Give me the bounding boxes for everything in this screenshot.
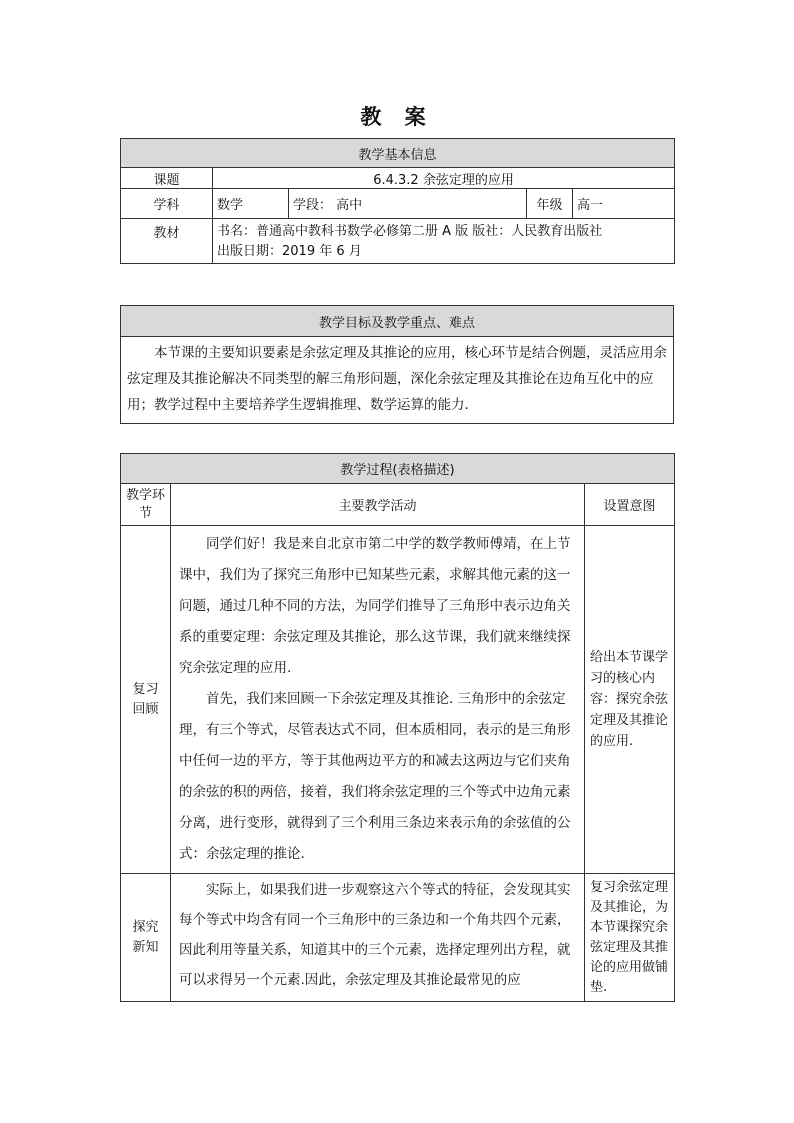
review-paragraph-1: 同学们好！我是来自北京市第二中学的数学教师傅靖，在上节课中，我们为了探究三角形中已知某些元素，求解其他元素的这一问题，通过几种不同的方法，为同学们推导了三角形中表示边角关系的重要定理：余弦定理及其推论，那么这节课，我们就来继续探究余弦定理的应用. (179, 536, 571, 676)
stage-review: 复习回顾 (121, 526, 171, 874)
topic-value: 6.4.3.2 余弦定理的应用 (213, 168, 675, 189)
goals-header: 教学目标及教学重点、难点 (121, 306, 674, 337)
textbook-line2: 出版日期：2019 年 6 月 (217, 243, 362, 259)
process-row-review (121, 526, 675, 874)
col-stage-header: 教学环节 (121, 484, 171, 526)
process-table (120, 453, 675, 1002)
topic-label: 课题 (121, 168, 213, 189)
explore-paragraph-1: 实际上，如果我们进一步观察这六个等式的特征，会发现其实每个等式中均含有同一个三角形中的三条边和一个角共四个元素，因此利用等量关系，知道其中的三个元素，选择定理列出方程，就可以求得另一个元素.因此，余弦定理及其推论最常见的应 (179, 882, 571, 988)
basic-info-table (120, 138, 675, 264)
intent-review: 给出本节课学习的核心内容：探究余弦定理及其推论的应用. (585, 526, 675, 874)
grade-label: 年级 (527, 189, 573, 219)
stage-explore: 探究新知 (121, 874, 171, 1002)
textbook-info (213, 219, 675, 264)
textbook-line1: 书名：普通高中教科书数学必修第二册 A 版 版社：人民教育出版社 (217, 223, 603, 239)
textbook-label: 教材 (121, 219, 213, 264)
subject-label: 学科 (121, 189, 213, 219)
process-row-explore (121, 874, 675, 1002)
col-intent-header: 设置意图 (585, 484, 675, 526)
goals-text: 本节课的主要知识要素是余弦定理及其推论的应用，核心环节是结合例题，灵活应用余弦定理及其推论解决不同类型的解三角形问题，深化余弦定理及其推论在边角互化中的应用；教学过程中主要培养学生逻辑推理、数学运算的能力. (127, 345, 667, 413)
intent-explore: 复习余弦定理及其推论，为本节课探究余弦定理及其推论的应用做铺垫. (585, 874, 675, 1002)
stage-label: 学段： 高中 (289, 189, 527, 219)
document-title: 教 案 (360, 105, 434, 129)
review-paragraph-2: 首先，我们来回顾一下余弦定理及其推论. 三角形中的余弦定理，有三个等式，尽管表达式不同，但本质相同，表示的是三角形中任何一边的平方，等于其他两边平方的和减去这两边与它们夹角的余弦的积的两倍，接着，我们将余弦定理的三个等式中边角元素分离，进行变形，就得到了三个利用三条边来表示角的余弦值的公式：余弦定理的推论. (179, 691, 571, 862)
goals-table (120, 305, 674, 424)
grade-value: 高一 (573, 189, 675, 219)
process-header: 教学过程(表格描述) (121, 454, 675, 484)
basic-info-header: 教学基本信息 (121, 139, 675, 168)
subject-value: 数学 (213, 189, 289, 219)
col-activity-header: 主要教学活动 (171, 484, 585, 526)
